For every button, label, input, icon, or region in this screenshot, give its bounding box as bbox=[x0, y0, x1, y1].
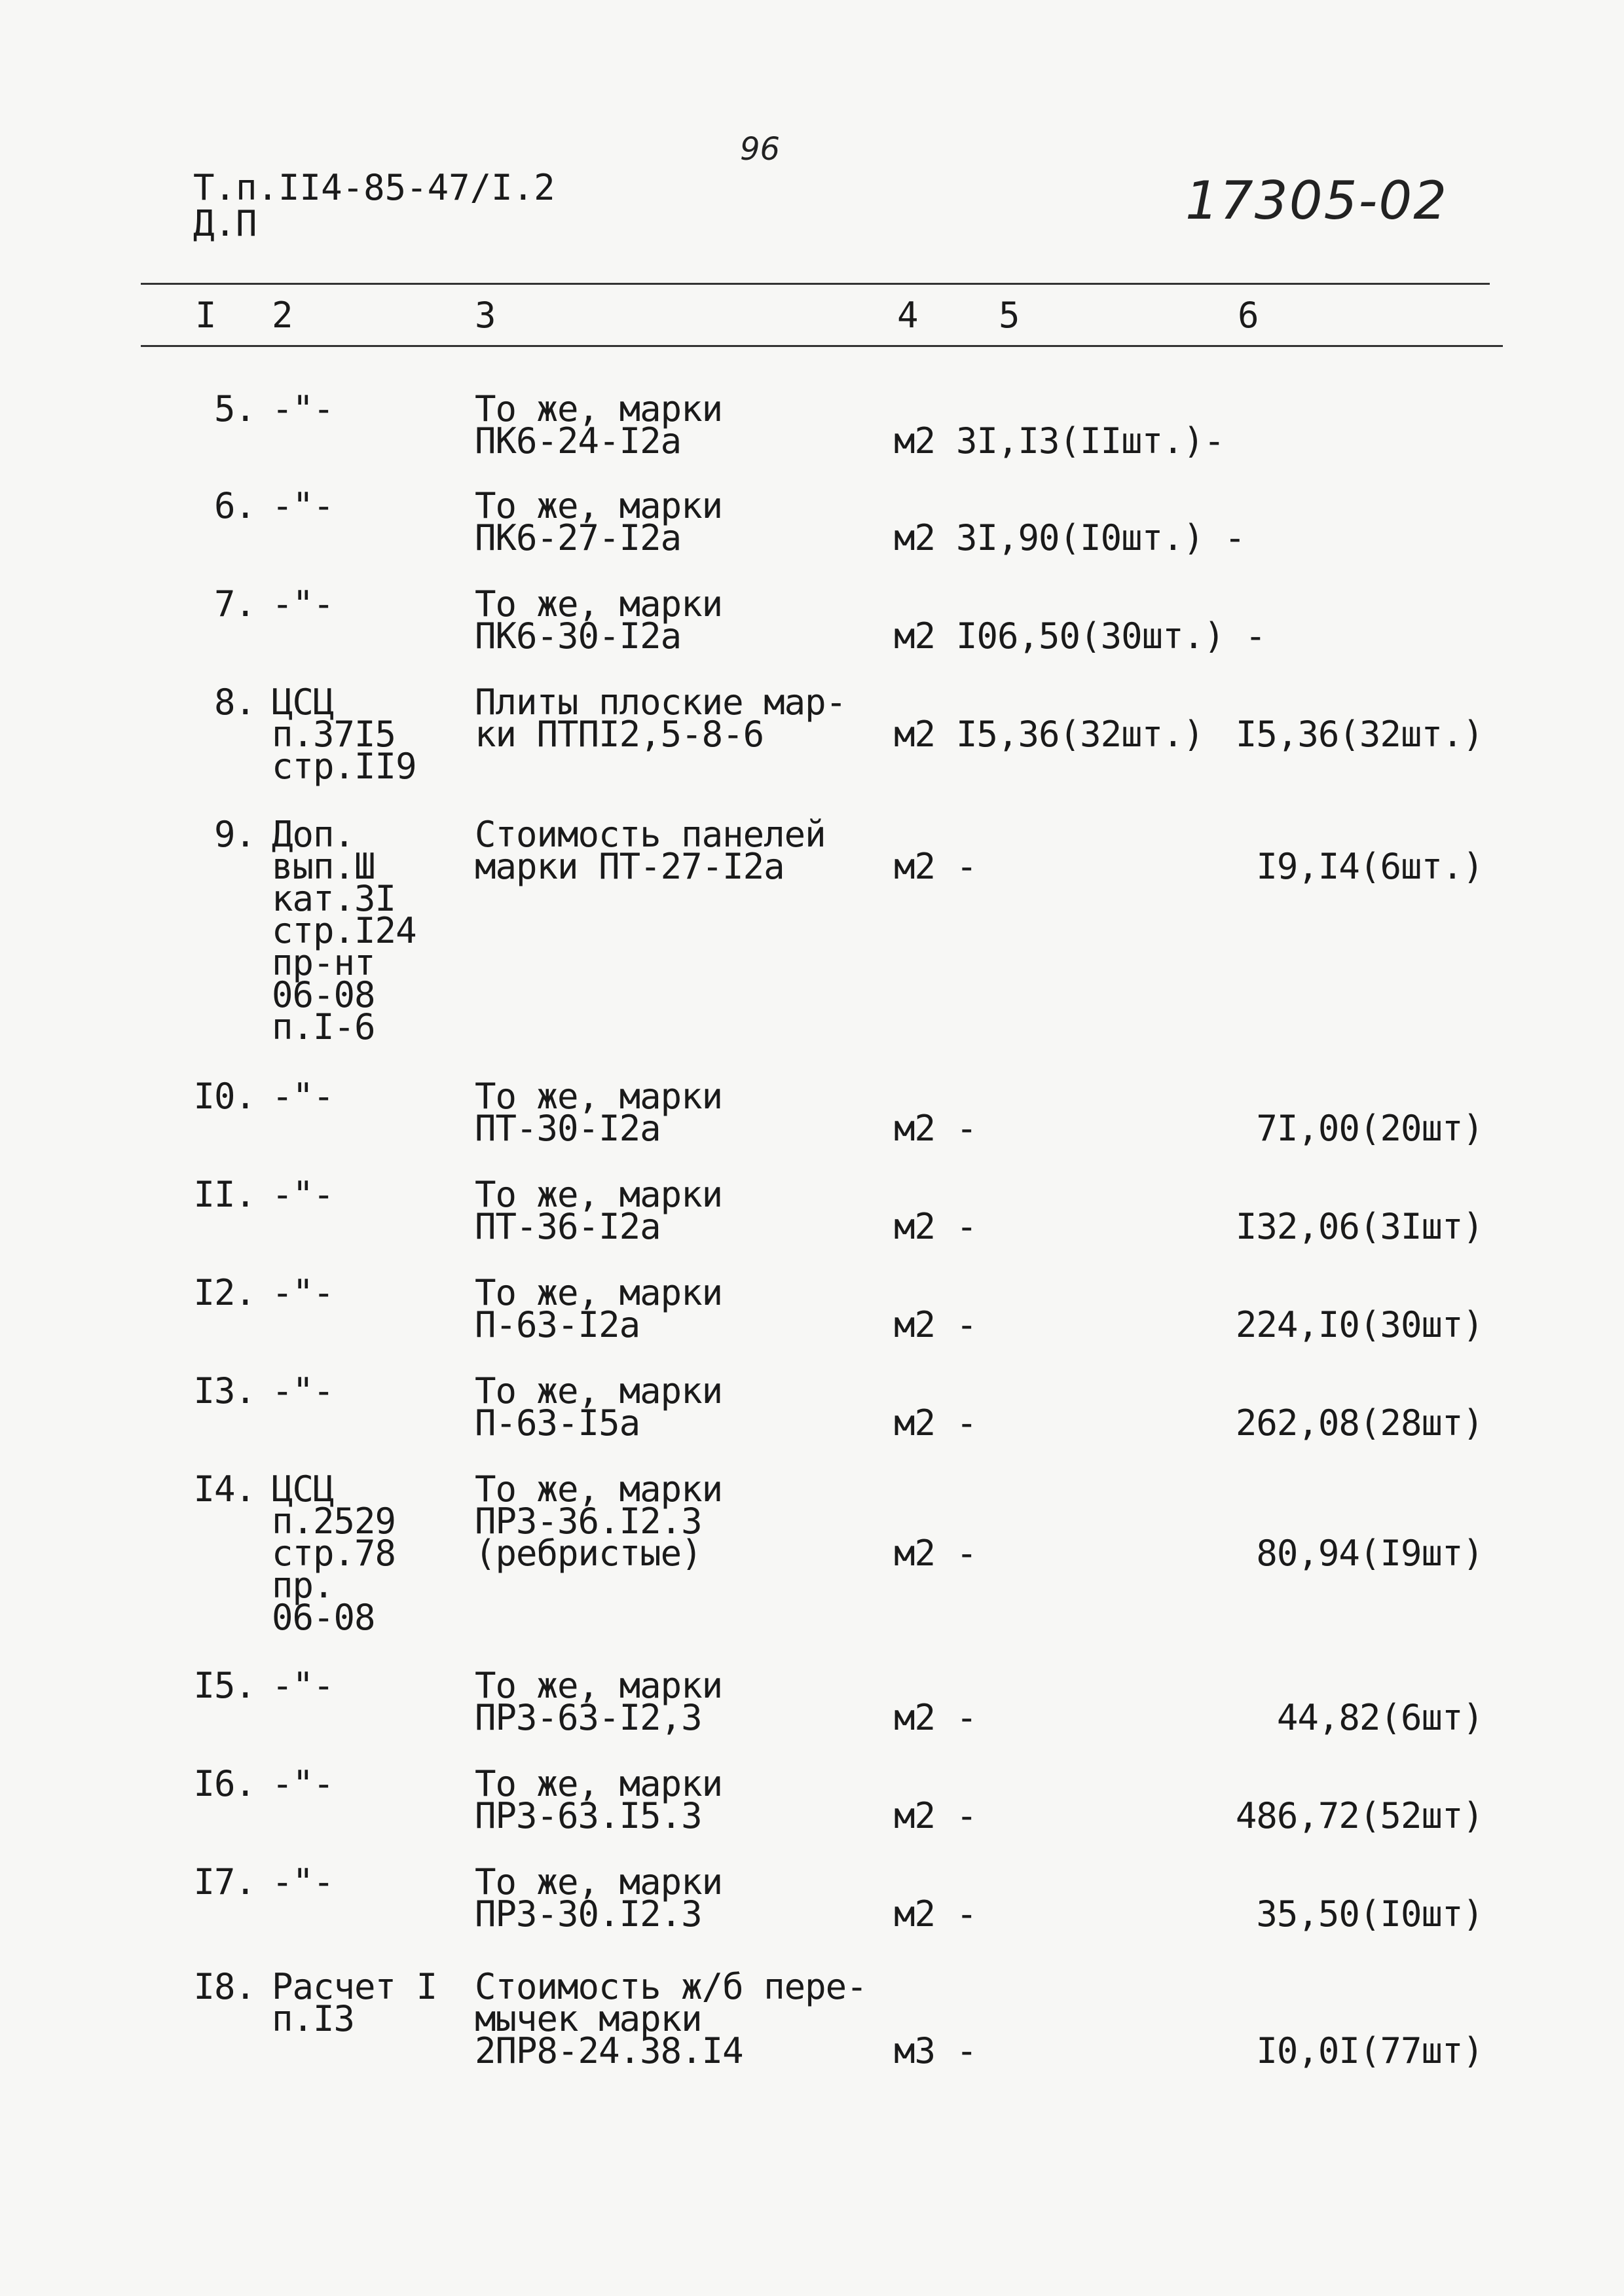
row-unit: м2 bbox=[894, 1533, 936, 1574]
row-source: -"- bbox=[272, 388, 334, 429]
row-description: То же, марки ПТ-30-I2а bbox=[475, 1076, 723, 1149]
row-value-5: - bbox=[956, 1795, 977, 1836]
row-unit: м2 bbox=[894, 1795, 936, 1836]
table-header-rule bbox=[141, 345, 1503, 347]
row-value-6: 262,08(28шт) bbox=[1235, 1402, 1483, 1444]
row-value-6: 80,94(I9шт) bbox=[1256, 1533, 1483, 1574]
row-unit: м2 bbox=[894, 1697, 936, 1738]
row-value-6: 224,I0(30шт) bbox=[1235, 1304, 1483, 1345]
row-source: ЦСЦ п.2529 стр.78 пр. 06-08 bbox=[272, 1468, 396, 1638]
row-value-5: 3I,I3(IIшт.)- bbox=[956, 420, 1225, 462]
row-number: 7. bbox=[213, 583, 255, 625]
document-reference: Т.п.II4-85-47/I.2 bbox=[193, 167, 555, 208]
row-description: То же, марки ПРЗ-63-I2,3 bbox=[475, 1665, 723, 1738]
row-unit: м2 bbox=[894, 1304, 936, 1345]
row-value-5: - bbox=[956, 846, 977, 887]
row-source: Расчет I п.I3 bbox=[272, 1966, 437, 2039]
row-source: -"- bbox=[272, 1665, 334, 1706]
row-unit: м2 bbox=[894, 1893, 936, 1935]
row-source: -"- bbox=[272, 1272, 334, 1313]
column-header-6: 6 bbox=[1238, 295, 1259, 336]
page-number: 96 bbox=[740, 131, 781, 168]
row-value-6: I9,I4(6шт.) bbox=[1256, 846, 1483, 887]
row-unit: м2 bbox=[894, 846, 936, 887]
row-description: То же, марки П-63-I5а bbox=[475, 1370, 723, 1444]
row-description: То же, марки ПРЗ-30.I2.3 bbox=[475, 1861, 723, 1935]
row-unit: м2 bbox=[894, 517, 936, 558]
row-unit: м2 bbox=[894, 1402, 936, 1444]
table-top-rule bbox=[141, 283, 1490, 285]
column-header-4: 4 bbox=[897, 295, 919, 336]
column-header-1: I bbox=[195, 295, 217, 336]
row-value-5: - bbox=[956, 1533, 977, 1574]
row-number: 5. bbox=[213, 388, 255, 429]
row-number: I3. bbox=[193, 1370, 255, 1412]
row-source: Доп. вып.Ш кат.3I стр.I24 пр-нт 06-08 п.I-6 bbox=[272, 814, 416, 1048]
row-description: То же, марки ПК6-30-I2а bbox=[475, 583, 723, 657]
row-source: -"- bbox=[272, 1174, 334, 1215]
row-unit: м2 bbox=[894, 615, 936, 657]
row-value-5: - bbox=[956, 1893, 977, 1935]
row-description: То же, марки ПРЗ-63.I5.3 bbox=[475, 1763, 723, 1836]
row-number: 6. bbox=[213, 485, 255, 526]
row-number: I5. bbox=[193, 1665, 255, 1706]
row-source: -"- bbox=[272, 583, 334, 625]
row-description: То же, марки ПК6-27-I2а bbox=[475, 485, 723, 558]
row-value-6: 7I,00(20шт) bbox=[1256, 1108, 1483, 1149]
row-number: II. bbox=[193, 1174, 255, 1215]
row-description: То же, марки ПК6-24-I2а bbox=[475, 388, 723, 462]
row-unit: м2 bbox=[894, 714, 936, 755]
row-value-6: I32,06(3Iшт) bbox=[1235, 1206, 1483, 1247]
row-value-6: 35,50(I0шт) bbox=[1256, 1893, 1483, 1935]
row-description: То же, марки ПТ-36-I2а bbox=[475, 1174, 723, 1247]
row-description: Стоимость панелей марки ПТ-27-I2а bbox=[475, 814, 826, 887]
row-value-6: I0,0I(77шт) bbox=[1256, 2030, 1483, 2071]
row-unit: м2 bbox=[894, 1206, 936, 1247]
row-description: То же, марки ПРЗ-36.I2.3 (ребристые) bbox=[475, 1468, 723, 1574]
row-value-5: I06,50(30шт.) - bbox=[956, 615, 1266, 657]
row-source: ЦСЦ п.37I5 стр.II9 bbox=[272, 682, 416, 787]
row-number: I6. bbox=[193, 1763, 255, 1804]
row-source: -"- bbox=[272, 1763, 334, 1804]
column-header-5: 5 bbox=[999, 295, 1020, 336]
row-value-5: - bbox=[956, 2030, 977, 2071]
registration-number: 17305-02 bbox=[1185, 170, 1449, 231]
column-header-2: 2 bbox=[272, 295, 293, 336]
row-value-5: I5,36(32шт.) bbox=[956, 714, 1204, 755]
row-source: -"- bbox=[272, 1370, 334, 1412]
row-value-6: I5,36(32шт.) bbox=[1235, 714, 1483, 755]
row-number: I8. bbox=[193, 1966, 255, 2007]
row-value-5: - bbox=[956, 1402, 977, 1444]
row-value-5: 3I,90(I0шт.) - bbox=[956, 517, 1246, 558]
row-number: I0. bbox=[193, 1076, 255, 1117]
row-value-6: 44,82(6шт) bbox=[1276, 1697, 1483, 1738]
row-value-5: - bbox=[956, 1304, 977, 1345]
row-source: -"- bbox=[272, 1861, 334, 1903]
row-description: То же, марки П-63-I2а bbox=[475, 1272, 723, 1345]
row-unit: м2 bbox=[894, 1108, 936, 1149]
row-unit: м2 bbox=[894, 420, 936, 462]
row-number: 9. bbox=[213, 814, 255, 855]
row-source: -"- bbox=[272, 1076, 334, 1117]
row-value-5: - bbox=[956, 1206, 977, 1247]
row-unit: м3 bbox=[894, 2030, 936, 2071]
row-number: I2. bbox=[193, 1272, 255, 1313]
row-description: Стоимость ж/б пере- мычек марки 2ПР8-24.38.I4 bbox=[475, 1966, 867, 2071]
row-value-5: - bbox=[956, 1697, 977, 1738]
column-header-3: 3 bbox=[475, 295, 496, 336]
row-source: -"- bbox=[272, 485, 334, 526]
row-number: 8. bbox=[213, 682, 255, 723]
row-description: Плиты плоские мар- ки ПТПI2,5-8-6 bbox=[475, 682, 847, 755]
row-number: I4. bbox=[193, 1468, 255, 1510]
row-value-5: - bbox=[956, 1108, 977, 1149]
row-value-6: 486,72(52шт) bbox=[1235, 1795, 1483, 1836]
row-number: I7. bbox=[193, 1861, 255, 1903]
appendix-label: Д.П bbox=[193, 203, 257, 244]
